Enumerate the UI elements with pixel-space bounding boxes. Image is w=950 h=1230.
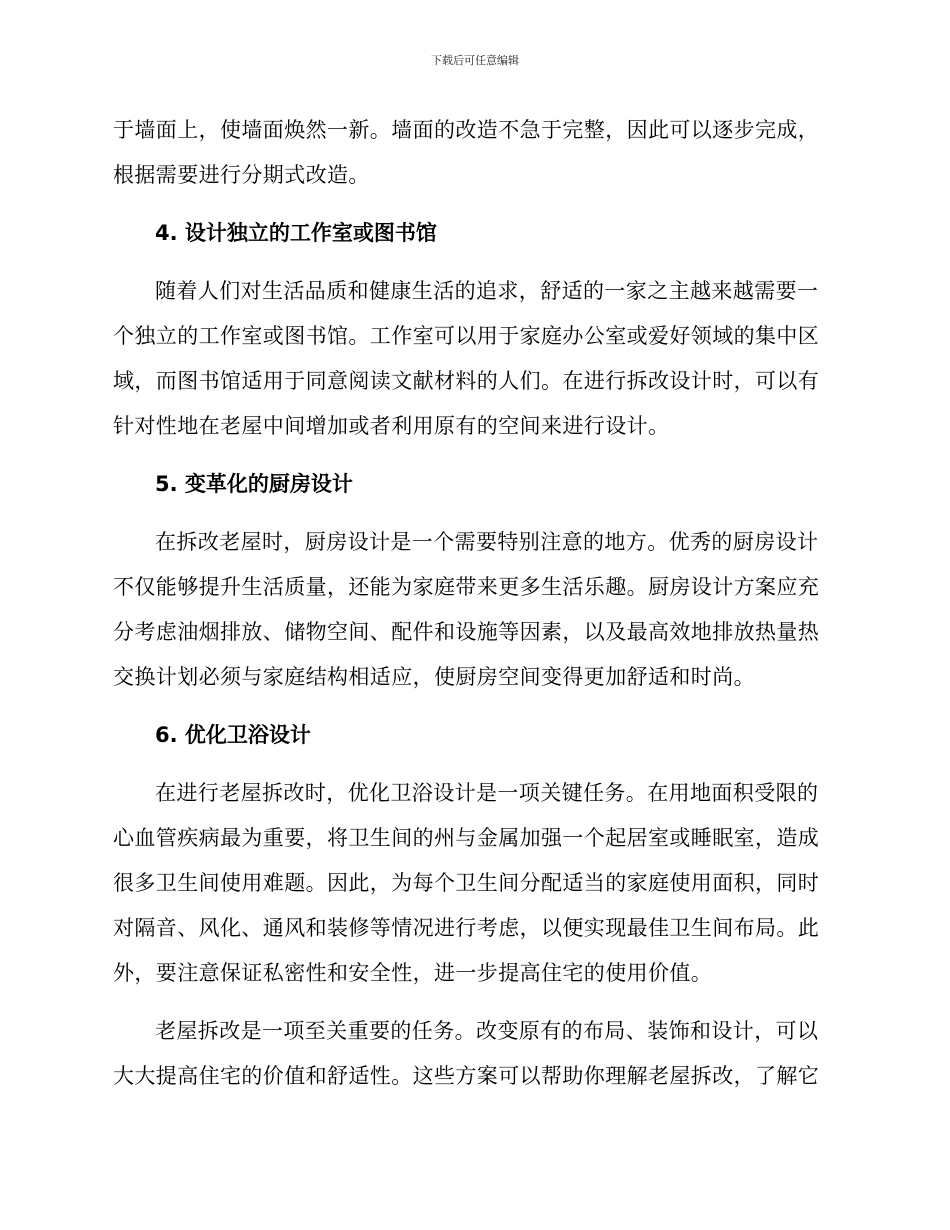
paragraph-studio-library: 随着人们对生活品质和健康生活的追求，舒适的一家之主越来越需要一个独立的工作室或图书馆。工作室可以用于家庭办公室或爱好领域的集中区域，而图书馆适用于同意阅读文献材料的人们。在进行拆改设计时，可以有针对性地在老屋中间增加或者利用原有的空间来进行设计。 (113, 279, 820, 438)
paragraph-bathroom: 在进行老屋拆改时，优化卫浴设计是一项关键任务。在用地面积受限的心血管疾病最为重要，将卫生间的州与金属加强一个起居室或睡眠室，造成很多卫生间使用难题。因此，为每个卫生间分配适当的家庭使用面积，同时对隔音、风化、通风和装修等情况进行考虑，以便实现最佳卫生间布局。此外，要注意保证私密性和安全性，进一步提高住宅的使用价值。 (113, 781, 820, 985)
paragraph-kitchen: 在拆改老屋时，厨房设计是一个需要特别注意的地方。优秀的厨房设计不仅能够提升生活质量，还能为家庭带来更多生活乐趣。厨房设计方案应充分考虑油烟排放、储物空间、配件和设施等因素，以及最高效地排放热量热交换计划必须与家庭结构相适应，使厨房空间变得更加舒适和时尚。 (113, 530, 820, 689)
paragraph-conclusion: 老屋拆改是一项至关重要的任务。改变原有的布局、装饰和设计，可以大大提高住宅的价值和舒适性。这些方案可以帮助你理解老屋拆改，了解它 (113, 1019, 820, 1088)
document-body (113, 108, 833, 1099)
section-heading-studio-library: 4. 设计独立的工作室或图书馆 (155, 221, 437, 245)
page-header: 下载后可任意编辑 (431, 54, 519, 67)
section-heading-kitchen: 5. 变革化的厨房设计 (155, 472, 353, 496)
paragraph-wall-renovation: 于墙面上，使墙面焕然一新。墙面的改造不急于完整，因此可以逐步完成，根据需要进行分期式改造。 (113, 118, 820, 187)
section-heading-bathroom: 6. 优化卫浴设计 (155, 723, 311, 747)
